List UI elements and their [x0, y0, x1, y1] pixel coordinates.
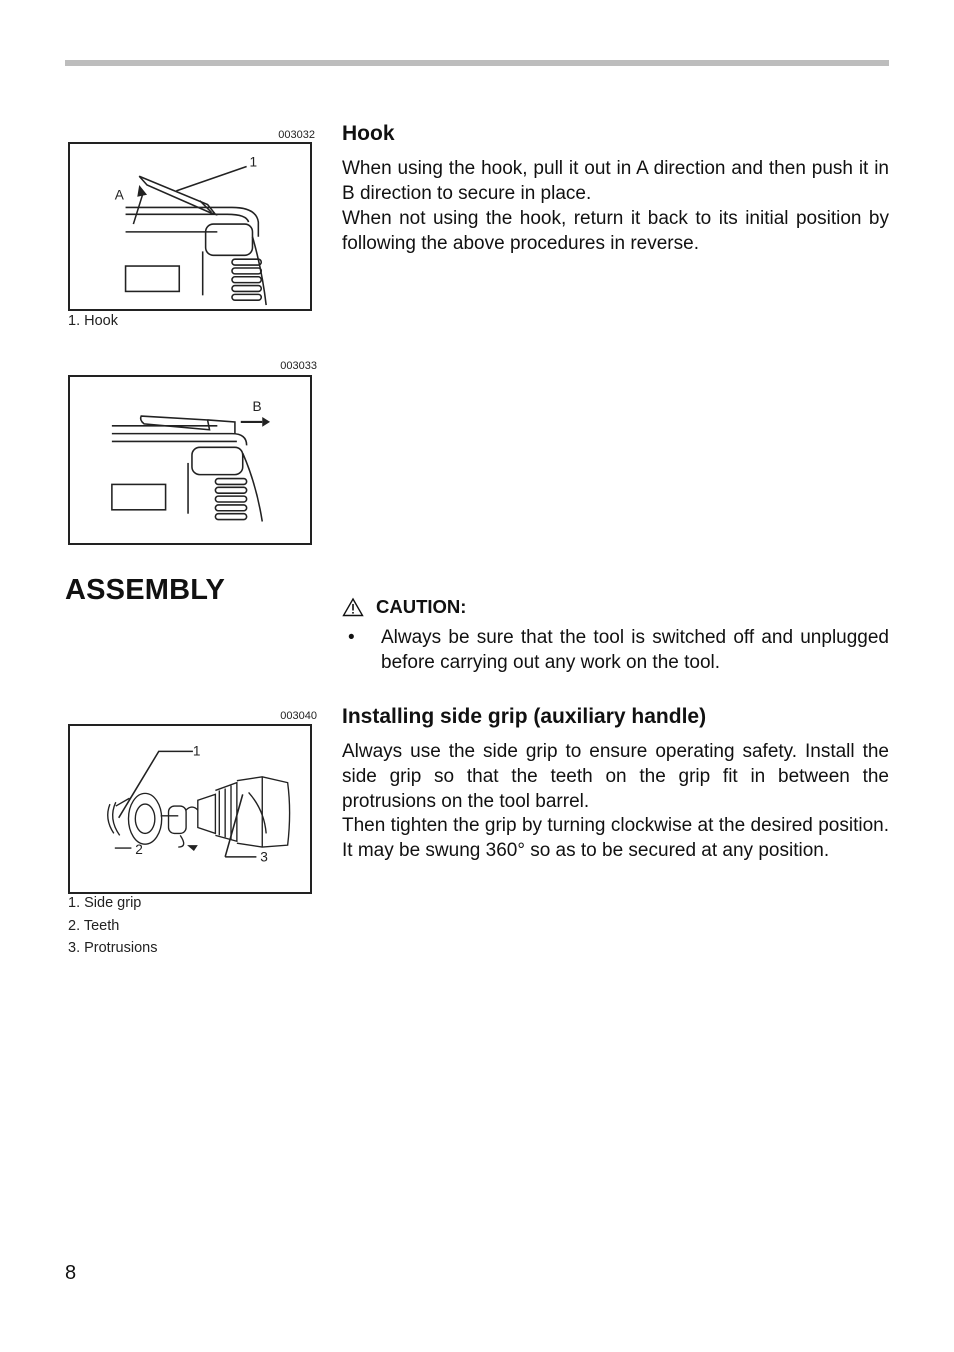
legend-item-side-grip: 1. Side grip	[68, 895, 142, 911]
caution-text: CAUTION:	[376, 596, 467, 617]
hook-open-illustration	[70, 144, 310, 309]
header-rule	[65, 60, 889, 66]
side-grip-paragraph-1: Always use the side grip to ensure operating safety. Install the side grip so that the teeth on the grip fit in between the protrusions on the tool barrel.	[342, 741, 889, 812]
figure-side-grip	[68, 724, 312, 894]
hook-heading: Hook	[342, 122, 395, 145]
callout-b: B	[252, 399, 262, 415]
figure-side-grip-legend	[68, 892, 157, 960]
side-grip-heading: Installing side grip (auxiliary handle)	[342, 705, 707, 728]
side-grip-illustration	[70, 726, 310, 892]
legend-item-teeth: 2. Teeth	[68, 917, 120, 934]
hook-closed-illustration	[70, 377, 310, 543]
bullet-dot: •	[348, 627, 355, 648]
caution-bullet	[348, 625, 889, 675]
callout-2: 2	[135, 841, 143, 857]
legend-item-hook: 1. Hook	[68, 313, 118, 329]
caution-label	[342, 596, 466, 618]
figure-hook-open	[68, 142, 312, 311]
figure-code-003040: 003040	[280, 710, 317, 722]
caution-bullet-text: Always be sure that the tool is switched off and unplugged before carrying out any work on the tool.	[381, 627, 889, 673]
legend-item-protrusions: 3. Protrusions	[68, 940, 158, 956]
callout-a: A	[114, 187, 124, 203]
side-grip-paragraph-2: Then tighten the grip by turning clockwise at the desired position. It may be swung 360° so as to be secured at any position.	[342, 815, 889, 861]
callout-3: 3	[260, 849, 268, 865]
figure-code-003033: 003033	[280, 360, 317, 372]
figure-hook-closed	[68, 375, 312, 545]
warning-triangle-icon	[342, 597, 364, 617]
section-title-assembly: ASSEMBLY	[65, 574, 226, 606]
callout-1: 1	[192, 743, 201, 759]
hook-paragraph-1: When using the hook, pull it out in A direction and then push it in B direction to secure in place.	[342, 158, 889, 204]
figure-hook-legend	[68, 310, 118, 333]
page-number: 8	[65, 1262, 77, 1284]
callout-1: 1	[249, 154, 258, 170]
figure-code-003032: 003032	[278, 129, 315, 141]
hook-paragraph-2: When not using the hook, return it back to its initial position by following the above procedures in reverse.	[342, 208, 889, 254]
